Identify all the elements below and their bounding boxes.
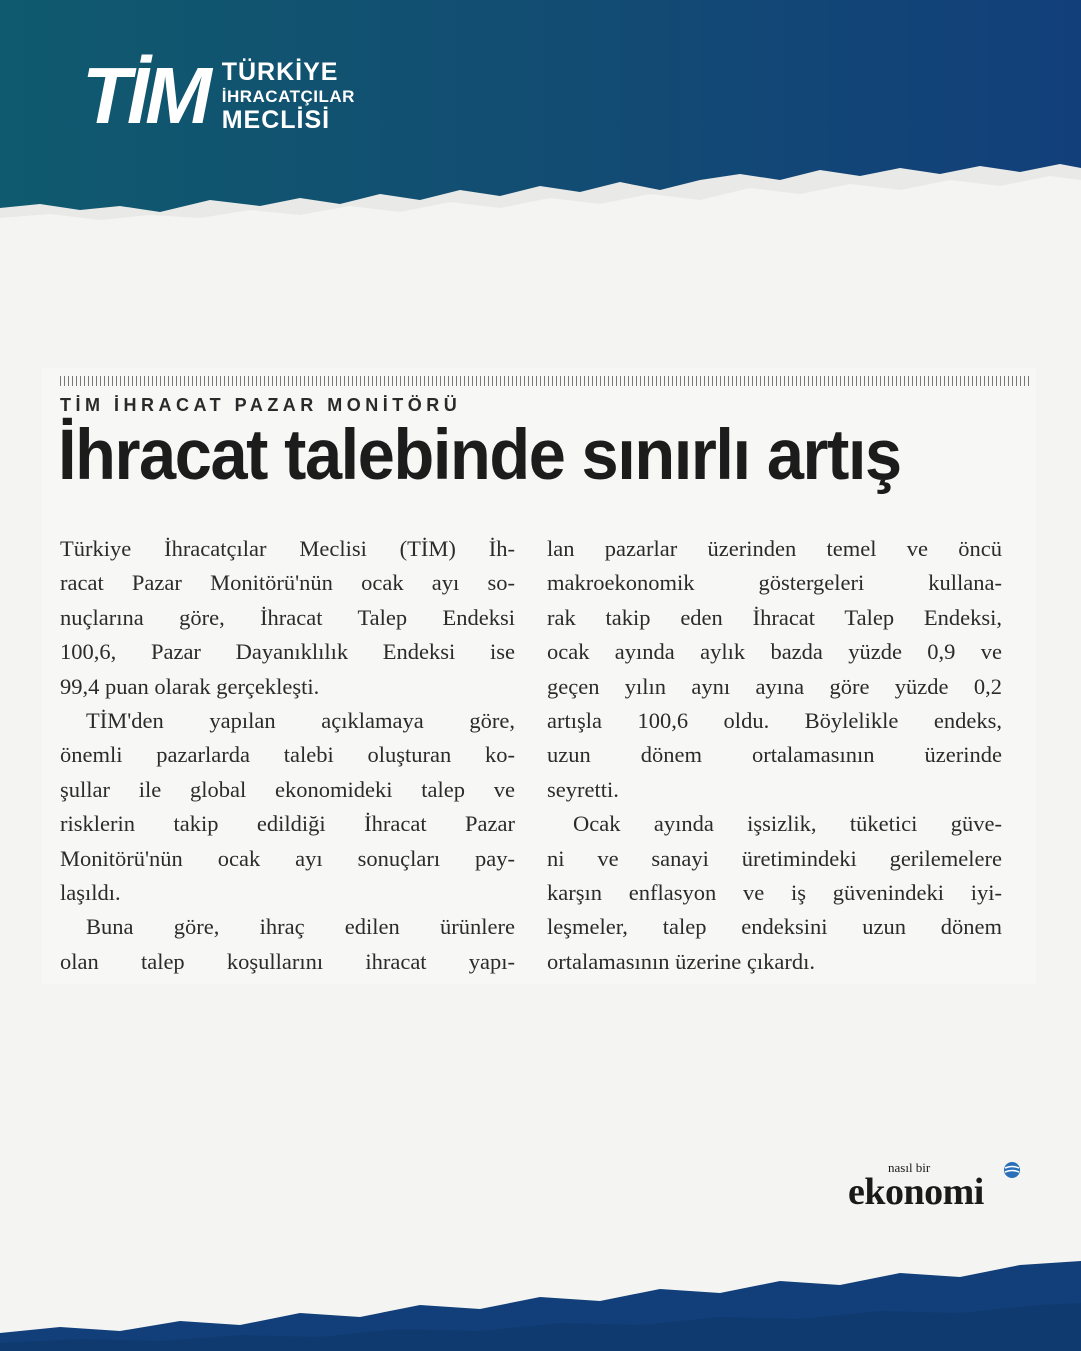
- text-line: 100,6, Pazar Dayanıklılık Endeksi ise: [60, 639, 515, 665]
- nasil-bir-ekonomi-logo: [848, 1160, 1028, 1213]
- text-line: Monitörü'nün ocak ayı sonuçları pay-: [60, 845, 515, 871]
- brand-small-text: nasıl bir: [888, 1160, 931, 1175]
- text-line: lan pazarlar üzerinden temel ve öncü: [547, 536, 1002, 561]
- text-line: karşın enflasyon ve iş güvenindeki iyi-: [547, 879, 1002, 905]
- text-line: TİM'den yapılan açıklamaya göre,: [86, 707, 515, 733]
- text-line: geçen yılın aynı ayına göre yüzde 0,2: [547, 673, 1002, 699]
- text-line: önemli pazarlarda talebi oluşturan ko-: [60, 742, 515, 768]
- text-line: ortalamasının üzerine çıkardı.: [547, 948, 816, 974]
- text-line: uzun dönem ortalamasının üzerinde: [547, 742, 1002, 768]
- article-headline: İhracat talebinde sınırlı artış: [58, 416, 901, 495]
- text-line: rak takip eden İhracat Talep Endeksi,: [547, 604, 1002, 630]
- text-line: 99,4 puan olarak gerçekleşti.: [60, 673, 320, 699]
- text-line: artışla 100,6 oldu. Böylelikle endeks,: [547, 707, 1002, 733]
- torn-paper-edge-top: [0, 160, 1081, 250]
- text-line: risklerin takip edildiği İhracat Pazar: [60, 811, 515, 837]
- text-line: laşıldı.: [60, 879, 121, 905]
- logo-name-line3: MECLİSİ: [221, 105, 331, 134]
- text-line: makroekonomik göstergeleri kullana-: [547, 570, 1002, 596]
- article-kicker: TİM İHRACAT PAZAR MONİTÖRÜ: [60, 395, 462, 415]
- article-column-right: [547, 532, 1002, 979]
- text-line: Türkiye İhracatçılar Meclisi (TİM) İh-: [60, 536, 515, 561]
- logo-name-line1: TÜRKİYE: [221, 57, 339, 86]
- torn-paper-edge-bottom: [0, 1241, 1081, 1351]
- logo-name: [221, 57, 355, 134]
- text-line: Buna göre, ihraç edilen ürünlere: [86, 914, 515, 940]
- text-line: nuçlarına göre, İhracat Talep Endeksi: [60, 604, 515, 630]
- dotted-rule: [60, 376, 1032, 386]
- logo-name-line2: İHRACATÇILAR: [221, 86, 355, 106]
- text-line: racat Pazar Monitörü'nün ocak ayı so-: [60, 570, 515, 596]
- newspaper-clipping: [42, 368, 1036, 984]
- globe-icon: [1002, 1160, 1022, 1180]
- logo-mark: TİM: [82, 51, 208, 140]
- text-line: olan talep koşullarını ihracat yapı-: [60, 948, 515, 974]
- text-line: şullar ile global ekonomideki talep ve: [60, 776, 515, 802]
- text-line: seyretti.: [547, 776, 619, 802]
- brand-big-text: ekonomi: [848, 1171, 984, 1213]
- text-line: leşmeler, talep endeksini uzun dönem: [547, 914, 1002, 940]
- tim-logo: [82, 51, 355, 140]
- text-line: ni ve sanayi üretimindeki gerilemelere: [547, 845, 1002, 871]
- text-line: Ocak ayında işsizlik, tüketici güve-: [573, 811, 1002, 837]
- article-column-left: [60, 532, 515, 979]
- text-line: ocak ayında aylık bazda yüzde 0,9 ve: [547, 639, 1002, 665]
